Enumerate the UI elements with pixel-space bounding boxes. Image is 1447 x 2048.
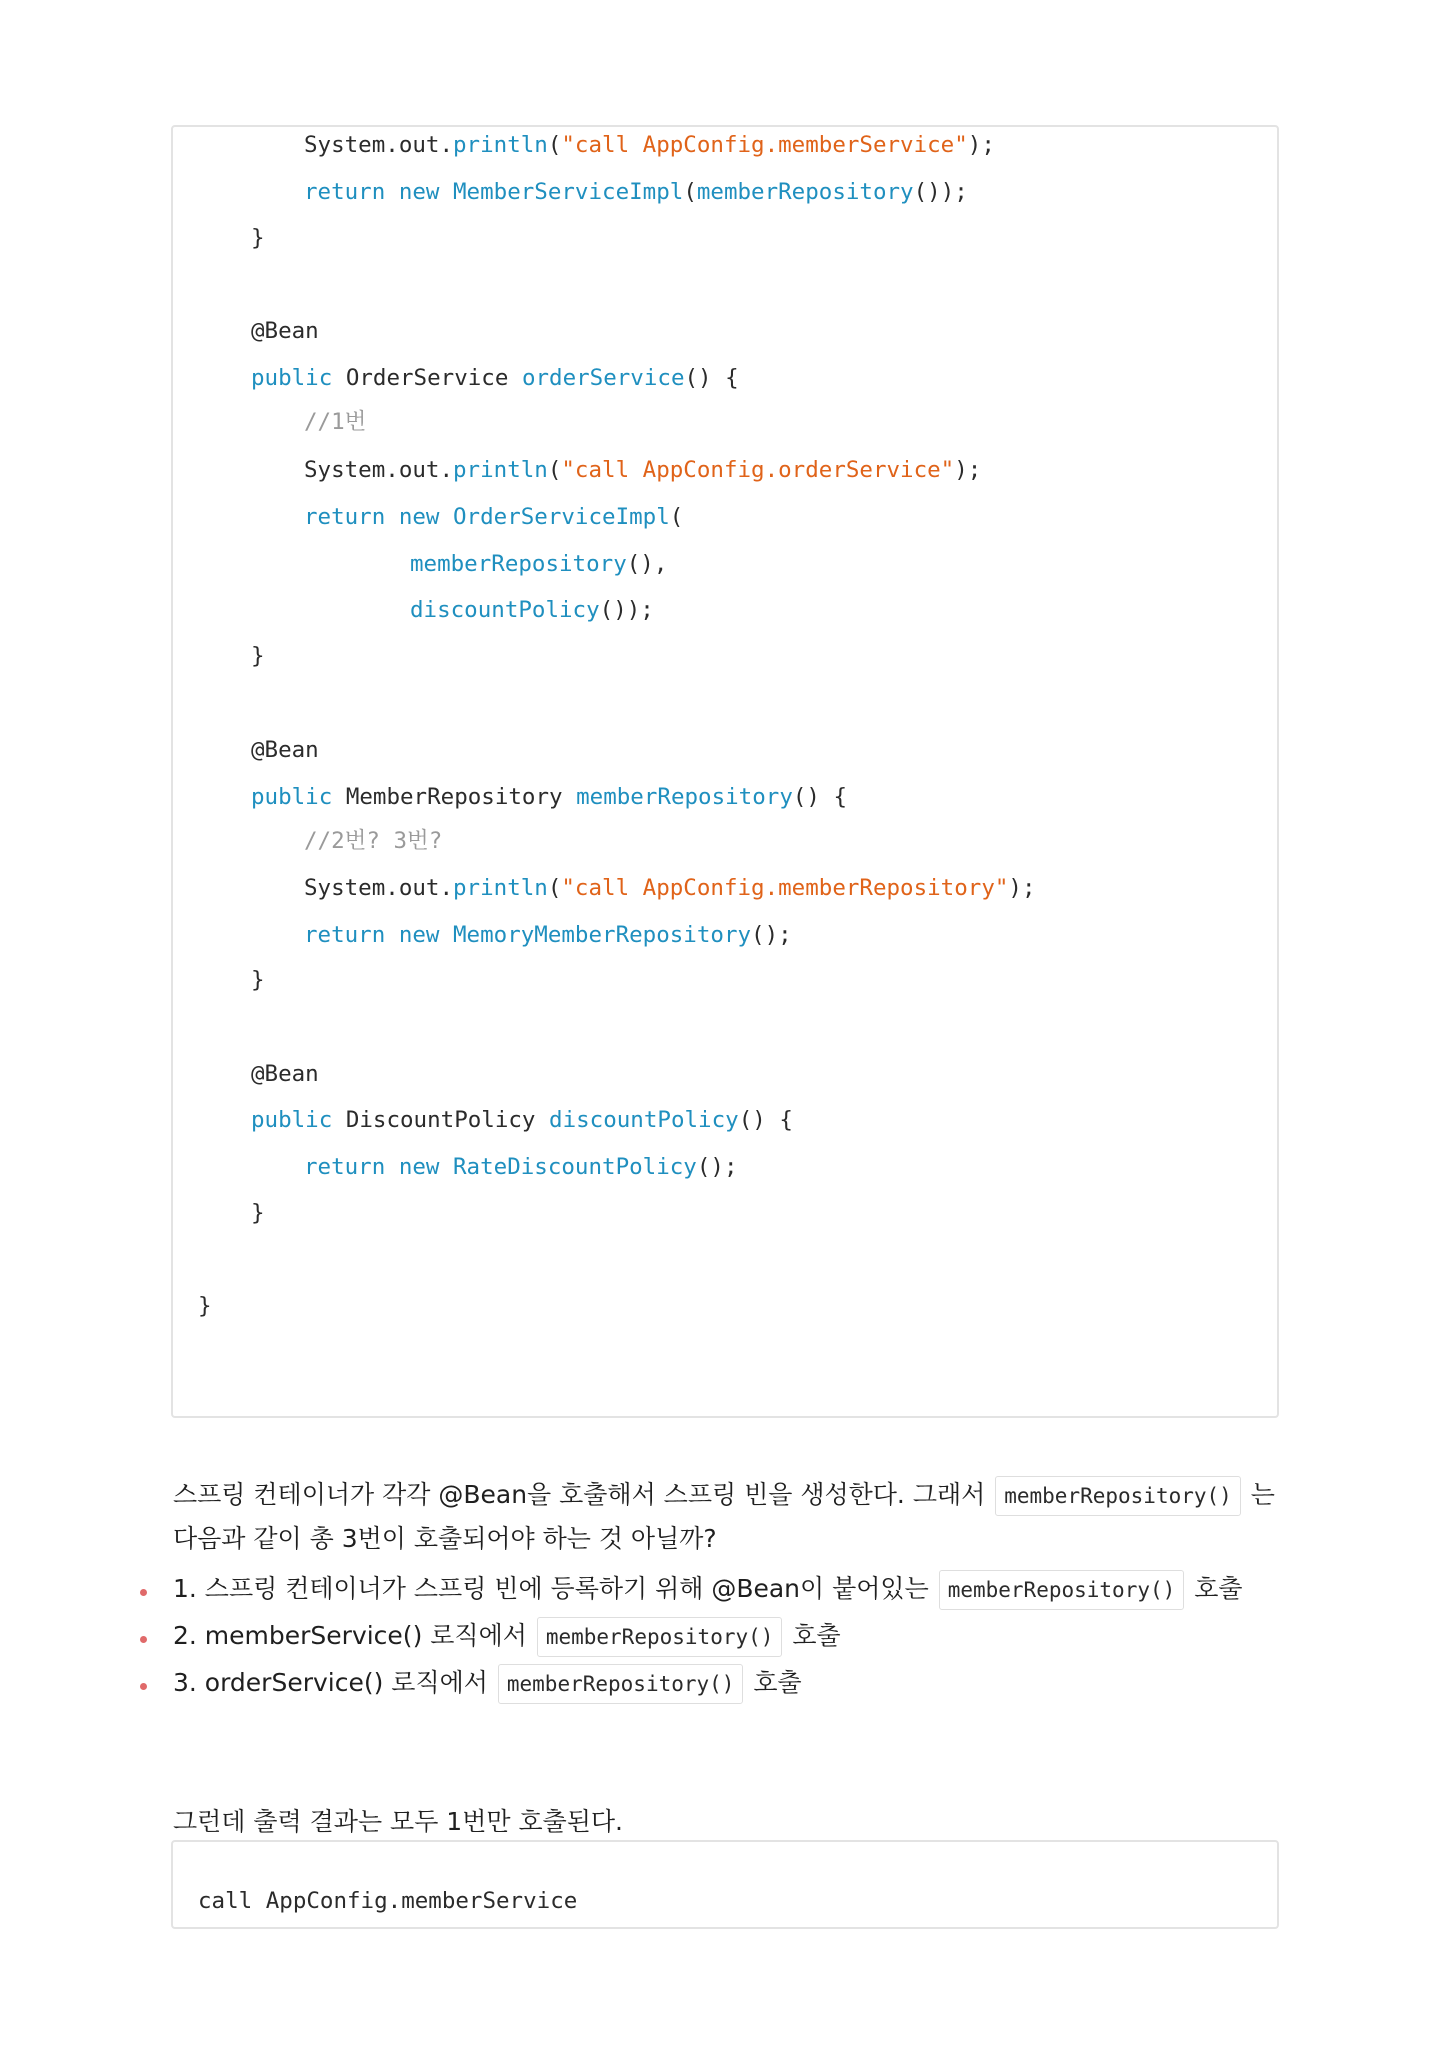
code-token: } [251, 643, 265, 669]
code-token: (); [751, 922, 792, 948]
code-line [304, 920, 792, 950]
code-token: ( [547, 457, 562, 483]
code-token: ( [547, 875, 562, 901]
code-token: orderService [521, 365, 685, 391]
code-line [410, 595, 654, 625]
code-token: memberRepository [410, 551, 627, 577]
list-item-text: 2. memberService() 로직에서 [173, 1621, 527, 1650]
code-line [304, 502, 683, 532]
code-token: } [251, 1200, 265, 1226]
code-block-output [171, 1840, 1279, 1929]
code-token: OrderServiceImpl [453, 504, 670, 530]
code-token: discountPolicy [549, 1107, 739, 1133]
code-token: } [251, 967, 265, 993]
code-token: return new [304, 1154, 454, 1180]
code-token: () { [684, 365, 739, 391]
code-line [251, 316, 319, 346]
code-token: ( [669, 504, 684, 530]
list-item-text: 3. orderService() 로직에서 [173, 1668, 488, 1697]
code-token: ); [1008, 875, 1036, 901]
bullet-marker [140, 1636, 147, 1643]
code-token: @Bean [251, 318, 319, 344]
paragraph-text: 그런데 출력 결과는 모두 1번만 호출된다. [173, 1807, 623, 1836]
code-token: "call AppConfig.memberRepository" [561, 875, 1009, 901]
code-token: println [453, 132, 548, 158]
code-token: (), [626, 551, 668, 577]
code-token: } [251, 225, 265, 251]
list-item-text: 호출 [1194, 1574, 1243, 1603]
code-token: ); [967, 132, 995, 158]
code-token: OrderService [345, 365, 522, 391]
code-line [251, 223, 265, 253]
code-line [304, 455, 981, 485]
code-line [304, 873, 1036, 903]
inline-code: memberRepository() [537, 1617, 783, 1657]
code-line [251, 1059, 319, 1089]
code-token: @Bean [251, 737, 319, 763]
code-line [251, 1198, 265, 1228]
code-token: (); [696, 1154, 738, 1180]
code-token: return new [304, 922, 454, 948]
code-token: () { [738, 1107, 793, 1133]
paragraph-line [173, 1522, 717, 1556]
code-line [304, 826, 442, 856]
inline-code: memberRepository() [995, 1476, 1241, 1516]
code-token: MemberServiceImpl [453, 179, 684, 205]
list-item-text: 1. 스프링 컨테이너가 스프링 빈에 등록하기 위해 @Bean이 붙어있는 [173, 1574, 929, 1603]
inline-code: memberRepository() [498, 1664, 744, 1704]
code-token: ()); [599, 597, 654, 623]
code-token: public [251, 365, 346, 391]
code-token: println [453, 875, 548, 901]
code-token: println [453, 457, 548, 483]
bullet-marker [140, 1589, 147, 1596]
bullet-marker [140, 1683, 147, 1690]
code-line [251, 363, 739, 393]
code-token: ); [954, 457, 982, 483]
code-line [251, 965, 265, 995]
list-item [173, 1617, 841, 1657]
code-token: return new [304, 504, 454, 530]
code-token: //2번? 3번? [304, 828, 443, 854]
list-item-text: 호출 [753, 1668, 802, 1697]
list-item [173, 1570, 1243, 1610]
code-token: MemberRepository [345, 784, 577, 810]
code-token: memberRepository [576, 784, 793, 810]
code-token: System.out. [304, 132, 454, 158]
code-token: memberRepository [696, 179, 914, 205]
code-token: "call AppConfig.orderService" [561, 457, 955, 483]
code-token: public [251, 1107, 346, 1133]
paragraph-line [173, 1805, 623, 1839]
code-token: RateDiscountPolicy [453, 1154, 697, 1180]
code-line [251, 1105, 793, 1135]
code-line [251, 782, 847, 812]
code-token: System.out. [304, 457, 454, 483]
code-token: DiscountPolicy [345, 1107, 550, 1133]
paragraph-text: 는 [1250, 1480, 1275, 1509]
code-line [410, 549, 667, 579]
code-token: System.out. [304, 875, 454, 901]
inline-code: memberRepository() [939, 1570, 1185, 1610]
code-token: } [198, 1293, 212, 1319]
paragraph-line [173, 1476, 1275, 1516]
list-item [173, 1664, 802, 1704]
output-line: call AppConfig.memberService [198, 1888, 578, 1914]
code-token: //1번 [304, 409, 367, 435]
paragraph-text: 스프링 컨테이너가 각각 @Bean을 호출해서 스프링 빈을 생성한다. 그래서 [173, 1480, 986, 1509]
code-line [198, 1291, 212, 1321]
code-token: ( [683, 179, 697, 205]
code-line [304, 407, 366, 437]
code-line [251, 641, 265, 671]
code-token: MemoryMemberRepository [453, 922, 752, 948]
code-token: discountPolicy [410, 597, 600, 623]
code-line [304, 1152, 738, 1182]
code-token: @Bean [251, 1061, 319, 1087]
list-item-text: 호출 [792, 1621, 841, 1650]
code-block-appconfig [171, 125, 1279, 1418]
code-line [304, 177, 968, 207]
paragraph-text: 다음과 같이 총 3번이 호출되어야 하는 것 아닐까? [173, 1524, 717, 1553]
code-token: "call AppConfig.memberService" [561, 132, 968, 158]
code-token: ()); [913, 179, 968, 205]
code-token: public [251, 784, 346, 810]
code-token: return new [304, 179, 454, 205]
code-token: () { [792, 784, 848, 810]
code-line [304, 130, 995, 160]
code-token: ( [547, 132, 562, 158]
code-line [251, 735, 319, 765]
